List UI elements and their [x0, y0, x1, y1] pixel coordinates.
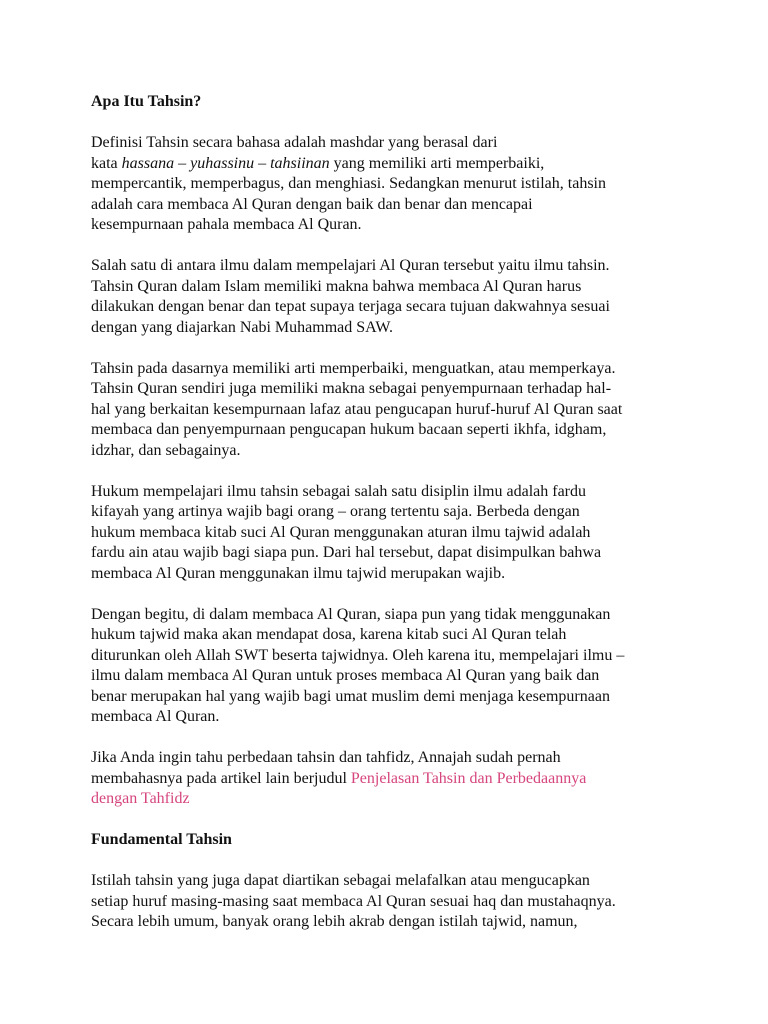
- text-line: hukum tajwid maka akan mendapat dosa, karena kitab suci Al Quran telah: [91, 626, 567, 643]
- text-line: dengan yang diajarkan Nabi Muhammad SAW.: [91, 318, 394, 336]
- italic-term: hassana – yuhassinu – tahsiinan: [121, 154, 330, 172]
- text-line: [91, 789, 691, 810]
- paragraph-istilah-tahsin: [91, 871, 691, 933]
- text-line: adalah cara membaca Al Quran dengan baik dan benar dan mencapai: [91, 195, 533, 213]
- text-line: Dengan begitu, di dalam membaca Al Quran, siapa pun yang tidak menggunakan: [91, 605, 611, 623]
- text-line: Tahsin pada dasarnya memiliki arti memperbaiki, menguatkan, atau memperkaya.: [91, 359, 616, 377]
- text-span: yang memiliki arti memperbaiki,: [329, 154, 545, 172]
- text-line: Definisi Tahsin secara bahasa adalah mashdar yang berasal dari: [91, 134, 498, 151]
- paragraph-hukum: [91, 482, 691, 585]
- text-line: kesempurnaan pahala membaca Al Quran.: [91, 216, 362, 233]
- text-line: Secara lebih umum, banyak orang lebih akrab dengan istilah tajwid, namun,: [91, 913, 578, 930]
- text-line: diturunkan oleh Allah SWT beserta tajwidnya. Oleh karena itu, mempelajari ilmu –: [91, 646, 625, 664]
- text-line: idzhar, dan sebagainya.: [91, 441, 241, 459]
- article-link-penjelasan-tahsin-cont[interactable]: dengan Tahfidz: [91, 790, 190, 807]
- text-line: kifayah yang artinya wajib bagi orang – orang tertentu saja. Berbeda dengan: [91, 503, 580, 520]
- text-line: dilakukan dengan benar dan tepat supaya terjaga secara tujuan dakwahnya sesuai: [91, 298, 610, 315]
- paragraph-tahsin-dasarnya: [91, 359, 691, 462]
- article-link-penjelasan-tahsin[interactable]: Penjelasan Tahsin dan Perbedaannya: [350, 769, 587, 787]
- text-line: membaca Al Quran menggunakan ilmu tajwid merupakan wajib.: [91, 564, 506, 582]
- text-line: Salah satu di antara ilmu dalam mempelajari Al Quran tersebut yaitu ilmu tahsin.: [91, 257, 610, 274]
- text-line: [91, 769, 691, 790]
- text-line: [91, 154, 691, 175]
- text-line: mempercantik, memperbagus, dan menghiasi. Sedangkan menurut istilah, tahsin: [91, 175, 606, 192]
- paragraph-dengan-begitu: [91, 605, 691, 728]
- text-line: membaca dan penyempurnaan pengucapan hukum bacaan seperti ikhfa, idgham,: [91, 421, 607, 438]
- heading-fundamental-tahsin: Fundamental Tahsin: [91, 831, 232, 848]
- paragraph-jika-anda: [91, 748, 691, 810]
- heading-apa-itu-tahsin: Apa Itu Tahsin?: [91, 93, 202, 110]
- document-page: [91, 92, 691, 953]
- text-line: Hukum mempelajari ilmu tahsin sebagai salah satu disiplin ilmu adalah fardu: [91, 482, 586, 500]
- text-line: ilmu dalam membaca Al Quran untuk proses membaca Al Quran yang baik dan: [91, 667, 600, 684]
- paragraph-salah-satu: [91, 256, 691, 338]
- text-line: fardu ain atau wajib bagi siapa pun. Dari hal tersebut, dapat disimpulkan bahwa: [91, 544, 602, 561]
- text-line: Tahsin Quran dalam Islam memiliki makna bahwa membaca Al Quran harus: [91, 277, 582, 295]
- text-line: Tahsin Quran sendiri juga memiliki makna sebagai penyempurnaan terhadap hal-: [91, 380, 612, 397]
- text-line: Istilah tahsin yang juga dapat diartikan sebagai melafalkan atau mengucapkan: [91, 872, 590, 889]
- text-line: hukum membaca kitab suci Al Quran menggunakan aturan ilmu tajwid adalah: [91, 523, 591, 541]
- text-line: benar merupakan hal yang wajib bagi umat muslim demi menjaga kesempurnaan: [91, 687, 610, 705]
- text-span: membahasnya pada artikel lain berjudul: [91, 769, 351, 787]
- paragraph-definisi: [91, 133, 691, 236]
- text-line: hal yang berkaitan kesempurnaan lafaz atau pengucapan huruf-huruf Al Quran saat: [91, 400, 623, 418]
- text-line: membaca Al Quran.: [91, 708, 220, 725]
- text-span: kata: [91, 154, 122, 172]
- text-line: Jika Anda ingin tahu perbedaan tahsin dan tahfidz, Annajah sudah pernah: [91, 749, 561, 766]
- text-line: setiap huruf masing-masing saat membaca Al Quran sesuai haq dan mustahaqnya.: [91, 892, 616, 910]
